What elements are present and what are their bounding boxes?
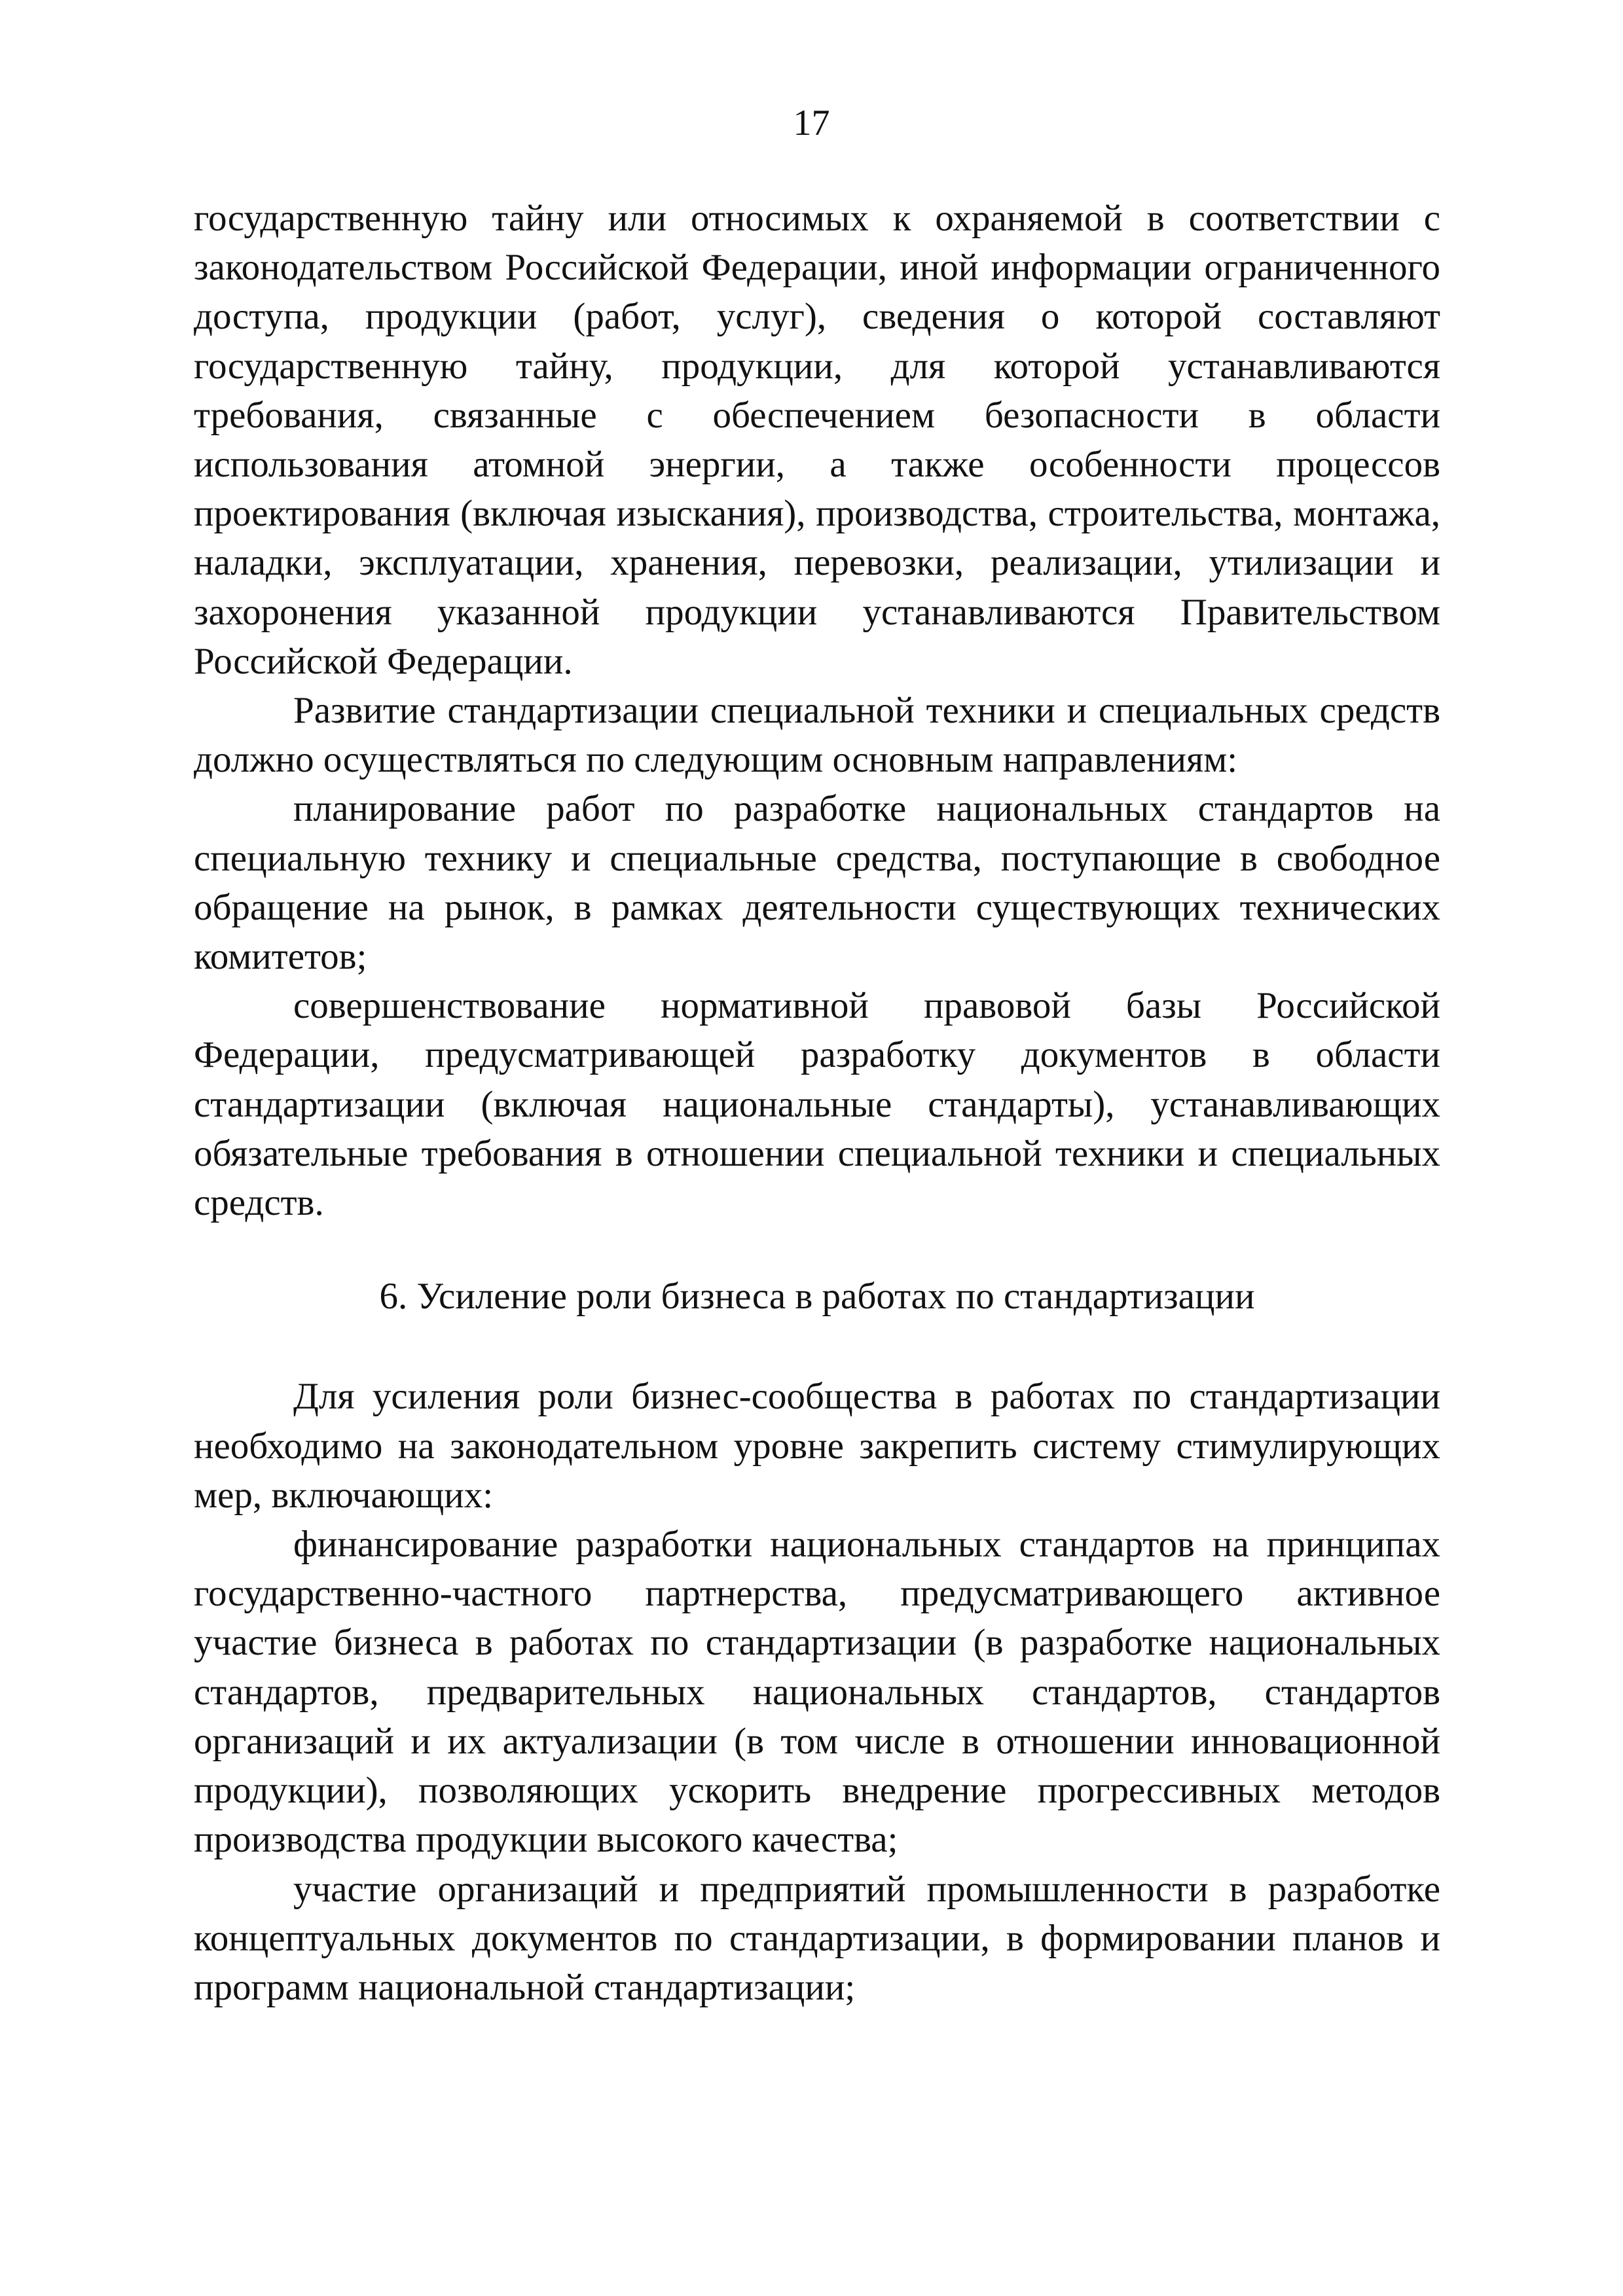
list-item-legal-framework: совершенствование нормативной правовой базы Российской Федерации, предусматривающей разработку документов в области стандартизации (включая национальные стандарты), устанавливающих обязательные требования в отношении специальной техники и специальных средств. bbox=[194, 985, 1440, 1224]
paragraph-special-equipment-directions: Развитие стандартизации специальной техники и специальных средств должно осуществляться по следующим основным направлениям: bbox=[194, 690, 1440, 781]
list-item-planning-standards: планирование работ по разработке национальных стандартов на специальную технику и специальные средства, поступающие в свободное обращение на рынок, в рамках деятельности существующих технических комитетов; bbox=[194, 788, 1440, 978]
document-body bbox=[194, 194, 1440, 2012]
list-item-financing: финансирование разработки национальных стандартов на принципах государственно-частного партнерства, предусматривающего активное участие бизнеса в работах по стандартизации (в разработке национальных стандартов, предварительных национальных стандартов, стандартов организаций и их актуализации (в том числе в отношении инновационной продукции), позволяющих ускорить внедрение прогрессивных методов производства продукции высокого качества; bbox=[194, 1524, 1440, 1861]
section-heading: 6. Усиление роли бизнеса в работах по стандартизации bbox=[379, 1276, 1255, 1318]
page-number: 17 bbox=[793, 103, 830, 143]
list-item-participation: участие организаций и предприятий промышленности в разработке концептуальных документов по стандартизации, в формировании планов и программ национальной стандартизации; bbox=[194, 1868, 1440, 2008]
paragraph-state-secret-products: государственную тайну или относимых к охраняемой в соответствии с законодательством Российской Федерации, иной информации ограниченного доступа, продукции (работ, услуг), сведения о которой составляют государственную тайну, продукции, для которой устанавливаются требования, связанные с обеспечением безопасности в области использования атомной энергии, а также особенности процессов проектирования (включая изыскания), производства, строительства, монтажа, наладки, эксплуатации, хранения, перевозки, реализации, утилизации и захоронения указанной продукции устанавливаются Правительством Российской Федерации. bbox=[194, 198, 1440, 682]
paragraph-business-role: Для усиления роли бизнес-сообщества в работах по стандартизации необходимо на законодательном уровне закрепить систему стимулирующих мер, включающих: bbox=[194, 1376, 1440, 1516]
